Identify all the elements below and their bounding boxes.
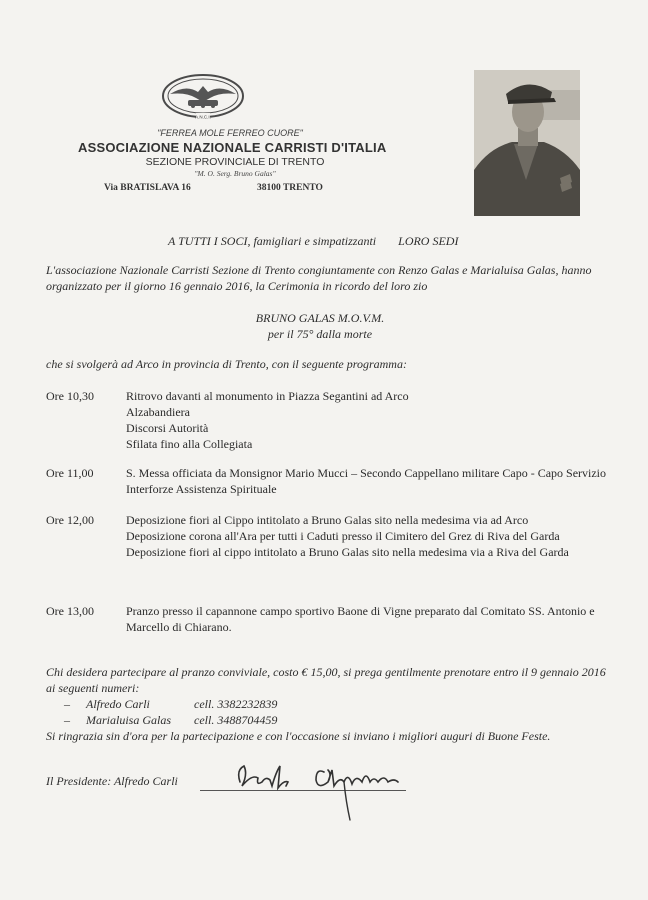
honoree-occasion: per il 75° dalla morte bbox=[267, 327, 373, 341]
contact-item bbox=[64, 712, 277, 728]
address-street: Via BRATISLAVA 16 bbox=[104, 183, 191, 193]
program-time: Ore 10,30 bbox=[46, 389, 94, 403]
salutation-places: LORO SEDI bbox=[398, 234, 459, 248]
logo-text: A.N.C.I. bbox=[195, 114, 211, 120]
program-item bbox=[126, 512, 616, 560]
program-time: Ore 13,00 bbox=[46, 604, 94, 618]
contact-phone: cell. 3488704459 bbox=[194, 713, 278, 727]
contact-name: Alfredo Carli bbox=[86, 697, 150, 711]
program-time: Ore 12,00 bbox=[46, 513, 94, 527]
program-line: Deposizione fiori al cippo intitolato a Bruno Galas sito nella medesima via a Riva del Garda bbox=[126, 545, 569, 559]
program-line: Discorsi Autorità bbox=[126, 421, 209, 435]
closing-paragraph: Chi desidera partecipare al pranzo conviviale, costo € 15,00, si prega gentilmente prenotare entro il 9 gennaio 2016 ai seguenti numeri: bbox=[46, 665, 606, 695]
program-line: Deposizione corona all'Ara per tutti i Caduti presso il Cimitero del Grez di Riva del Garda bbox=[126, 529, 560, 543]
contact-phone: cell. 3382232839 bbox=[194, 697, 278, 711]
program-line: Deposizione fiori al Cippo intitolato a Bruno Galas sito nella medesima via ad Arco bbox=[126, 513, 529, 527]
program-item bbox=[126, 388, 616, 452]
honoree-name: BRUNO GALAS M.O.V.M. bbox=[255, 311, 385, 325]
intro-paragraph: L'associazione Nazionale Carristi Sezione di Trento congiuntamente con Renzo Galas e Marialuisa Galas, hanno organizzato per il giorno 16 gennaio 2016, la Cerimonia in ricordo del loro zio bbox=[46, 263, 592, 293]
salutation-recipients: A TUTTI I SOCI, famigliari e simpatizzanti bbox=[168, 234, 377, 248]
soldier-portrait-photo bbox=[474, 70, 580, 216]
list-dash: – bbox=[64, 713, 70, 727]
salutation bbox=[168, 233, 458, 249]
thanks-paragraph: Si ringrazia sin d'ora per la partecipazione e con l'occasione si inviano i migliori auguri di Buone Feste. bbox=[46, 729, 551, 743]
program-line: Sfilata fino alla Collegiata bbox=[126, 437, 253, 451]
program-line: Alzabandiera bbox=[126, 405, 190, 419]
program-item bbox=[126, 603, 616, 635]
president-label: Il Presidente: Alfredo Carli bbox=[46, 774, 178, 788]
honoree-block bbox=[160, 310, 480, 342]
contact-item bbox=[64, 696, 277, 712]
program-item bbox=[126, 465, 616, 497]
contact-list bbox=[64, 696, 277, 728]
list-dash: – bbox=[64, 697, 70, 711]
program-line: S. Messa officiata da Monsignor Mario Mucci – Secondo Cappellano militare Capo - Capo Servizio Interforze Assistenza Spirituale bbox=[126, 466, 607, 496]
association-name: ASSOCIAZIONE NAZIONALE CARRISTI D'ITALIA bbox=[78, 140, 387, 155]
program-line: Pranzo presso il capannone campo sportivo Baone di Vigne preparato dal Comitato SS. Antonio e Marcello di Chiarano. bbox=[126, 604, 595, 634]
section-dedication: "M. O. Serg. Bruno Galas" bbox=[194, 169, 276, 178]
program-line: Ritrovo davanti al monumento in Piazza Segantini ad Arco bbox=[126, 389, 409, 403]
program-time: Ore 11,00 bbox=[46, 466, 94, 480]
tank-eagle-emblem-icon bbox=[158, 72, 248, 124]
motto: "FERREA MOLE FERREO CUORE" bbox=[157, 128, 303, 138]
section-name: SEZIONE PROVINCIALE DI TRENTO bbox=[145, 156, 325, 168]
address-city: 38100 TRENTO bbox=[257, 183, 323, 193]
handwritten-signature bbox=[232, 752, 412, 824]
program-intro: che si svolgerà ad Arco in provincia di Trento, con il seguente programma: bbox=[46, 357, 407, 371]
contact-name: Marialuisa Galas bbox=[86, 713, 172, 727]
